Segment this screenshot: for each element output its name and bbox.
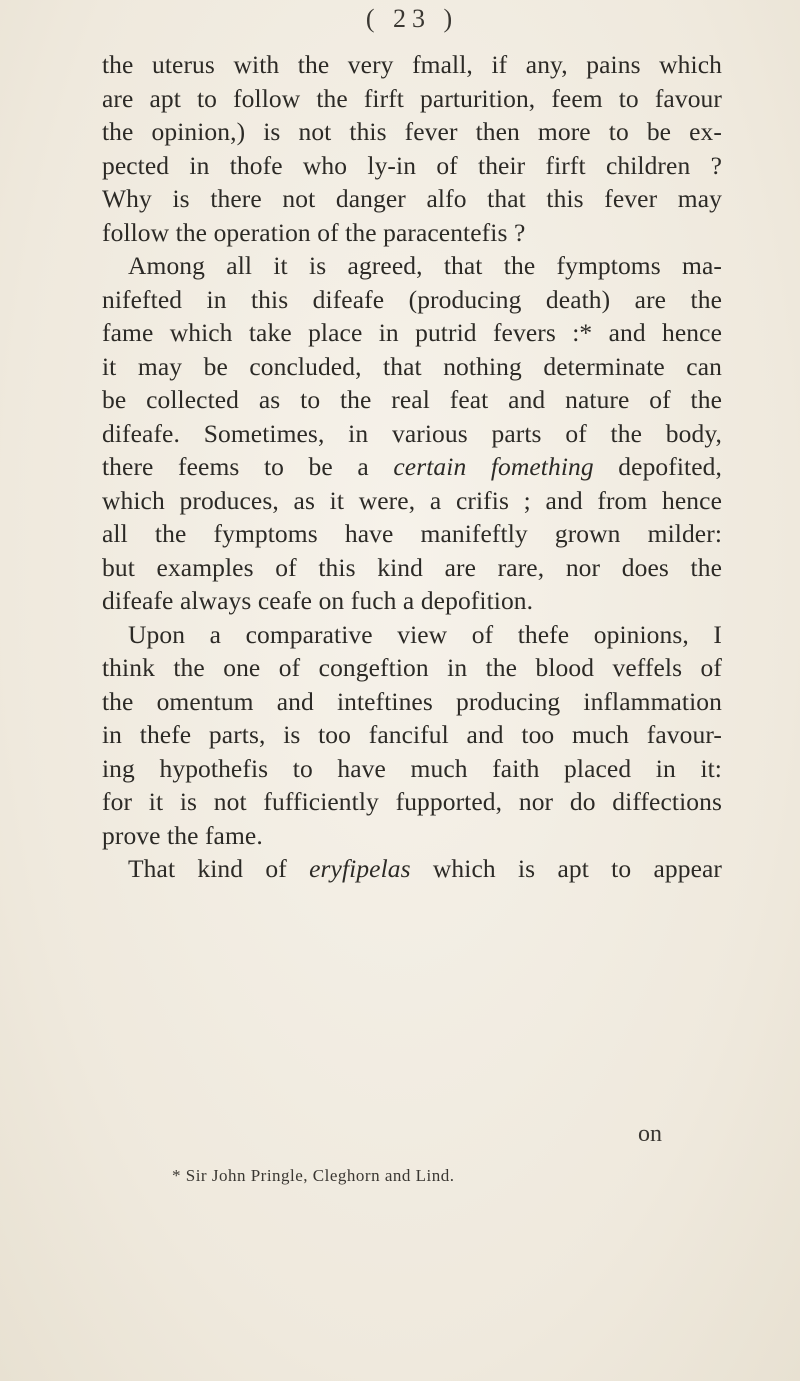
text-line: the uterus with the very fmall, if any, pains which: [102, 50, 722, 79]
text-line: [102, 450, 722, 484]
text-line: in thefe parts, is too fanciful and too much favour-: [102, 720, 722, 749]
text-line: follow the operation of the paracentefis ?: [102, 217, 526, 247]
text-line: the opinion,) is not this fever then more to be ex-: [102, 117, 722, 146]
text-line: [102, 852, 722, 886]
text-line: all the fymptoms have manifeftly grown milder:: [102, 519, 722, 548]
text-line: are apt to follow the firft parturition, feem to favour: [102, 83, 722, 113]
italic-phrase: eryfipelas: [309, 854, 411, 883]
text-line: Why is there not danger alfo that this fever may: [102, 184, 722, 213]
text-line: Among all it is agreed, that the fymptoms ma-: [128, 251, 722, 280]
text-line: nifefted in this difeafe (producing death) are the: [102, 284, 722, 314]
body-text: [102, 48, 722, 886]
text-span: depofited,: [618, 452, 722, 481]
text-line: ing hypothefis to have much faith placed in it:: [102, 753, 722, 783]
page-number: ( 23 ): [365, 4, 459, 33]
italic-phrase: certain fomething: [393, 452, 594, 481]
text-span: there feems to be a: [102, 452, 369, 481]
text-line: difeafe. Sometimes, in various parts of the body,: [102, 418, 722, 448]
text-span: That kind of: [128, 854, 287, 883]
footnote: * Sir John Pringle, Cleghorn and Lind.: [172, 1166, 455, 1185]
text-line: think the one of congeftion in the blood veffels of: [102, 653, 722, 682]
text-line: but examples of this kind are rare, nor does the: [102, 552, 722, 582]
text-line: be collected as to the real feat and nature of the: [102, 385, 722, 414]
text-line: for it is not fufficiently fupported, nor do diffections: [102, 787, 722, 816]
catchword: on: [638, 1121, 662, 1147]
text-line: pected in thofe who ly-in of their firft children ?: [102, 150, 722, 180]
text-line: which produces, as it were, a crifis ; and from hence: [102, 485, 722, 515]
text-line: it may be concluded, that nothing determinate can: [102, 351, 722, 381]
text-line: the omentum and inteftines producing inflammation: [102, 686, 722, 716]
text-line: fame which take place in putrid fevers :* and hence: [102, 318, 722, 347]
text-span: which is apt to appear: [432, 854, 722, 883]
text-line: Upon a comparative view of thefe opinions, I: [128, 619, 722, 649]
text-line: prove the fame.: [102, 820, 263, 850]
text-line: difeafe always ceafe on fuch a depofition.: [102, 586, 534, 615]
